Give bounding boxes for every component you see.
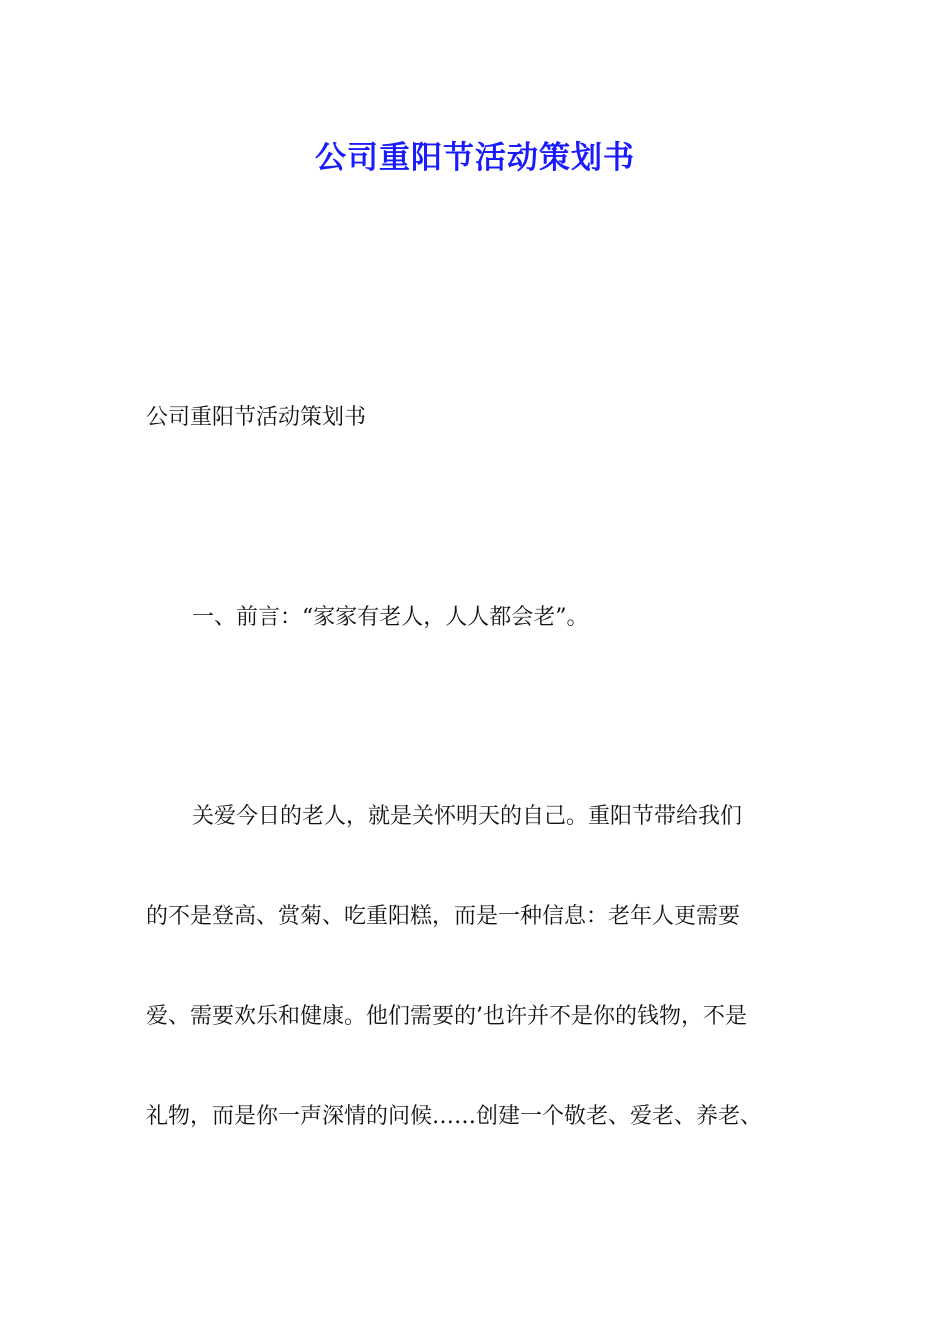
document-subtitle: 公司重阳节活动策划书 [146, 405, 367, 430]
preface-heading: 一、前言：“家家有老人，人人都会老”。 [192, 605, 589, 630]
paragraph-line: 爱、需要欢乐和健康。他们需要的’也许并不是你的钱物，不是 [146, 1004, 747, 1029]
paragraph-line: 的不是登高、赏菊、吃重阳糕，而是一种信息：老年人更需要 [146, 904, 741, 929]
paragraph-line: 礼物，而是你一声深情的问候……创建一个敬老、爱老、养老、 [146, 1104, 763, 1129]
paragraph-line: 关爱今日的老人，就是关怀明天的自己。重阳节带给我们 [192, 804, 743, 829]
document-title: 公司重阳节活动策划书 [315, 140, 635, 176]
